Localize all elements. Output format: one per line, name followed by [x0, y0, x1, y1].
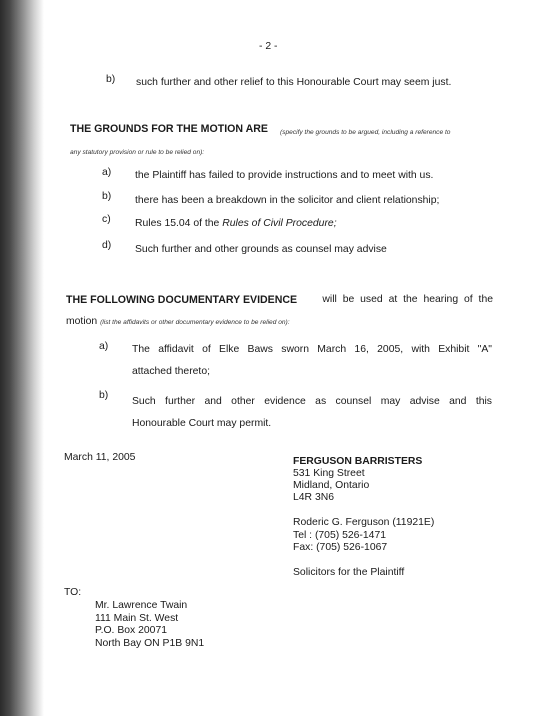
firm-fax: Fax: (705) 526-1067: [293, 542, 388, 553]
list-item-text: The affidavit of Elke Baws sworn March 16, 2005, with Exhibit "A": [132, 344, 492, 355]
recipient-line: P.O. Box 20071: [95, 625, 168, 636]
prior-item-marker: b): [106, 74, 116, 85]
evidence-line2: [66, 316, 290, 329]
page-number: - 2 -: [259, 41, 278, 52]
list-item-text: Such further and other evidence as counsel may advise and this: [132, 396, 492, 407]
evidence-motion-word: motion: [66, 316, 98, 327]
firm-telephone: Tel : (705) 526-1471: [293, 530, 386, 541]
document-date: March 11, 2005: [64, 452, 136, 463]
firm-address-line: L4R 3N6: [293, 492, 335, 503]
evidence-heading-line: [66, 294, 493, 306]
recipient-line: Mr. Lawrence Twain: [95, 600, 188, 611]
list-item-text: Such further and other grounds as counsel may advise: [135, 244, 387, 255]
grounds-note-line2: any statutory provision or rule to be relied on):: [70, 149, 205, 156]
to-label: TO:: [64, 587, 82, 598]
firm-address-line: 531 King Street: [293, 468, 365, 479]
recipient-line: North Bay ON P1B 9N1: [95, 638, 205, 649]
list-item-text: there has been a breakdown in the solicitor and client relationship;: [135, 195, 440, 206]
firm-name: FERGUSON BARRISTERS: [293, 456, 423, 467]
list-item-text: Rules 15.04 of the Rules of Civil Procedure;: [135, 218, 337, 229]
grounds-heading: THE GROUNDS FOR THE MOTION ARE: [70, 123, 268, 135]
solicitor-role: Solicitors for the Plaintiff: [293, 567, 405, 578]
list-item-marker: a): [99, 341, 109, 352]
list-item-marker: c): [102, 214, 111, 225]
recipient-line: 111 Main St. West: [95, 613, 179, 624]
evidence-heading-rest: will be used at the hearing of the: [322, 294, 493, 305]
list-item-marker: a): [102, 167, 112, 178]
evidence-heading: THE FOLLOWING DOCUMENTARY EVIDENCE: [66, 294, 298, 306]
list-item-marker: d): [102, 240, 112, 251]
grounds-note-line1: (specify the grounds to be argued, including a reference to: [280, 129, 451, 136]
list-item-text-continued: attached thereto;: [132, 366, 210, 377]
list-item-text-continued: Honourable Court may permit.: [132, 418, 272, 429]
list-item-marker: b): [102, 191, 112, 202]
evidence-note: (list the affidavits or other documentary evidence to be relied on):: [100, 319, 290, 326]
prior-item-text: such further and other relief to this Honourable Court may seem just.: [136, 77, 452, 88]
scan-shadow-edge: [0, 0, 44, 716]
list-item-marker: b): [99, 390, 109, 401]
lawyer-name: Roderic G. Ferguson (11921E): [293, 517, 435, 528]
firm-address-line: Midland, Ontario: [293, 480, 370, 491]
list-item-text: the Plaintiff has failed to provide instructions and to meet with us.: [135, 170, 434, 181]
